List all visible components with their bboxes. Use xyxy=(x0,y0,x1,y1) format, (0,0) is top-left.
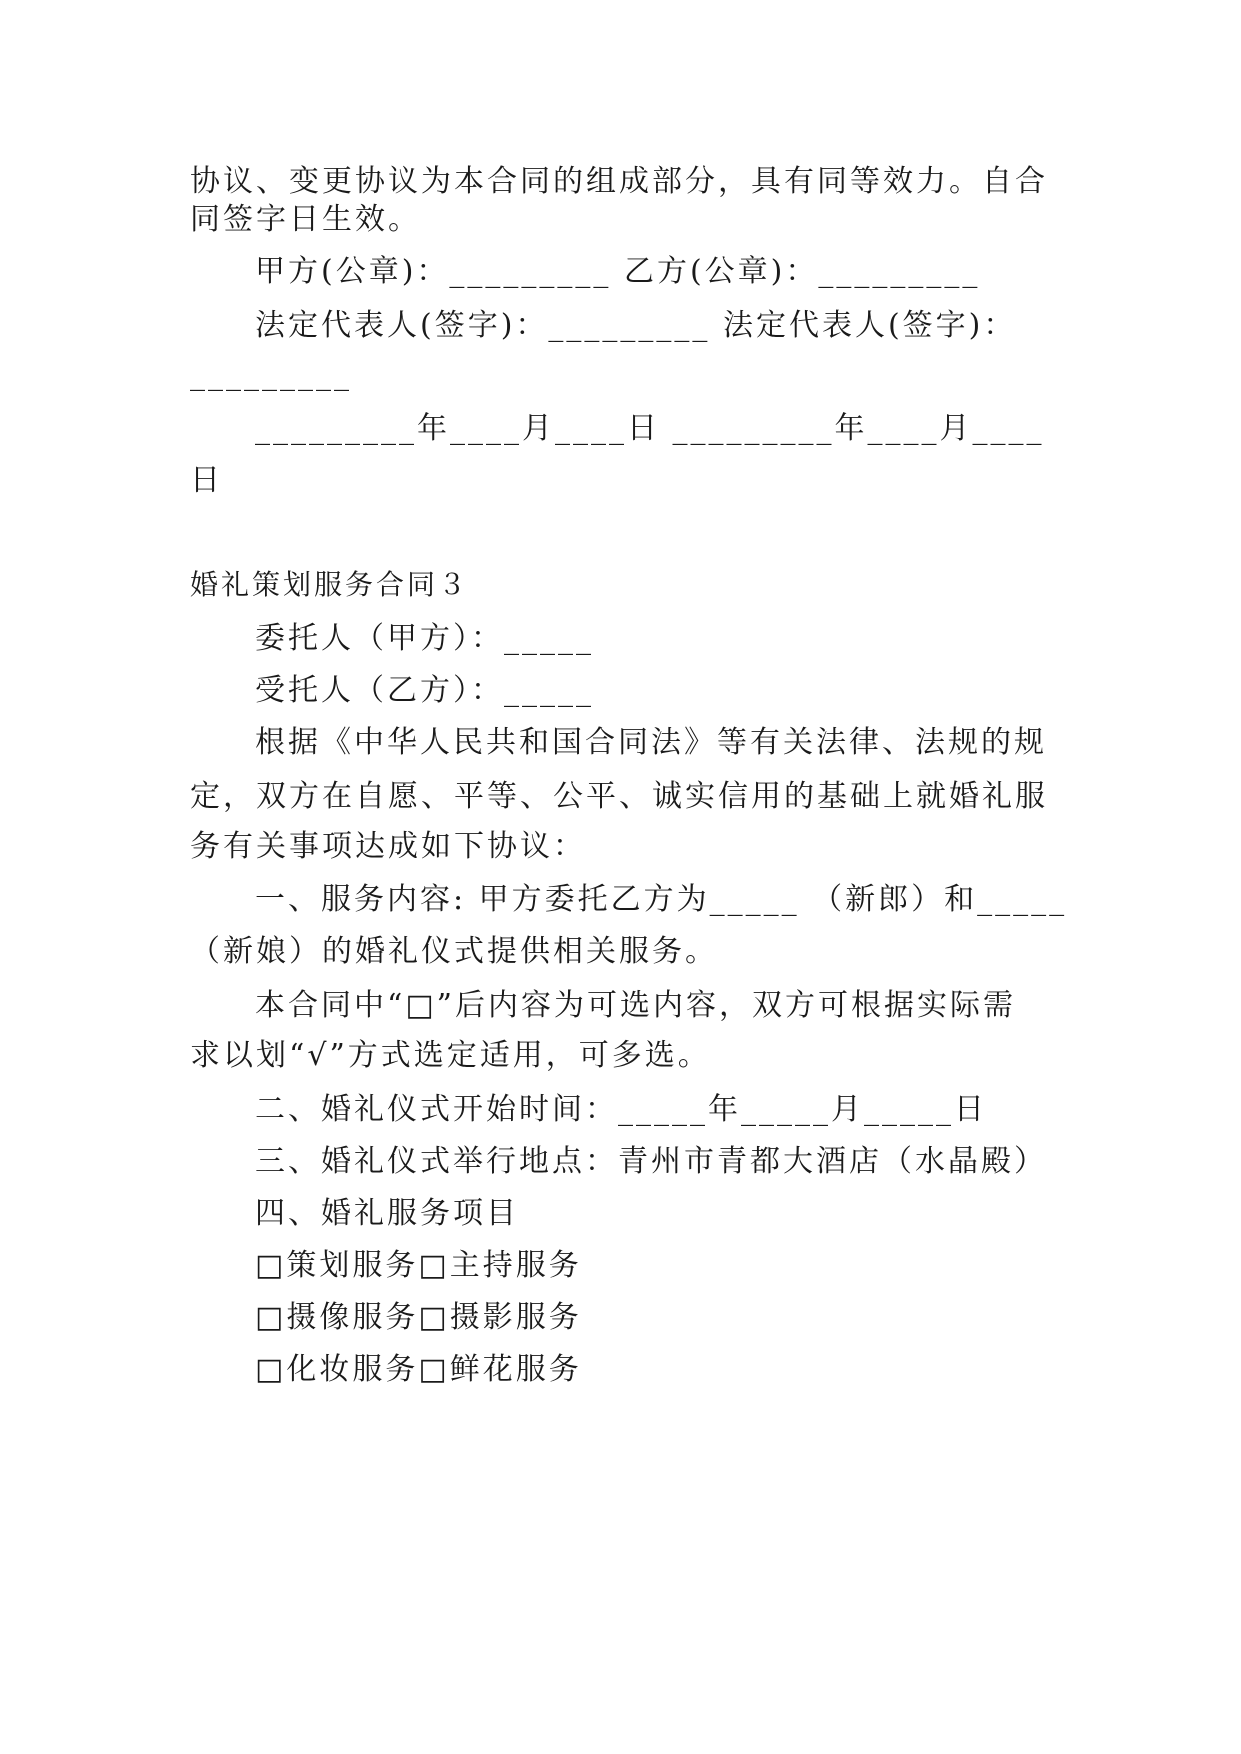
ceremony-time-line: 二、婚礼仪式开始时间：_____年_____月_____日 xyxy=(255,1092,987,1127)
paragraph-line: 协议、变更协议为本合同的组成部分，具有同等效力。自合 xyxy=(190,164,1048,199)
service-option-row: □摄像服务□摄影服务 xyxy=(255,1300,582,1335)
legal-representative-line: 法定代表人(签字)：_________ 法定代表人(签字)： xyxy=(255,308,1017,343)
date-line-continued: 日 xyxy=(190,463,223,498)
party-seal-line: 甲方(公章)：_________ 乙方(公章)：_________ xyxy=(255,254,981,289)
paragraph-line: 根据《中华人民共和国合同法》等有关法律、法规的规 xyxy=(255,725,1047,760)
paragraph-line: 务有关事项达成如下协议： xyxy=(190,829,586,864)
paragraph-line: 本合同中“□”后内容为可选内容，双方可根据实际需 xyxy=(255,988,1017,1023)
service-option-row: □化妆服务□鲜花服务 xyxy=(255,1352,582,1387)
contractor-line: 受托人（乙方）：_____ xyxy=(255,673,594,708)
paragraph-line: 定，双方在自愿、平等、公平、诚实信用的基础上就婚礼服 xyxy=(190,779,1048,814)
paragraph-line: 求以划“√”方式选定适用，可多选。 xyxy=(190,1038,711,1073)
paragraph-line: 同签字日生效。 xyxy=(190,202,421,237)
date-line: _________年____月____日 _________年____月____ xyxy=(255,411,1045,446)
paragraph-line: （新娘）的婚礼仪式提供相关服务。 xyxy=(190,934,718,969)
service-option-row: □策划服务□主持服务 xyxy=(255,1248,582,1283)
client-line: 委托人（甲方）：_____ xyxy=(255,621,594,656)
signature-blank: _________ xyxy=(190,357,352,392)
ceremony-location-line: 三、婚礼仪式举行地点：青州市青都大酒店（水晶殿） xyxy=(255,1144,1047,1179)
service-content-line: 一、服务内容: 甲方委托乙方为_____ （新郎）和_____ xyxy=(255,882,1068,917)
section-title: 婚礼策划服务合同３ xyxy=(190,568,470,601)
service-items-heading: 四、婚礼服务项目 xyxy=(255,1196,519,1231)
